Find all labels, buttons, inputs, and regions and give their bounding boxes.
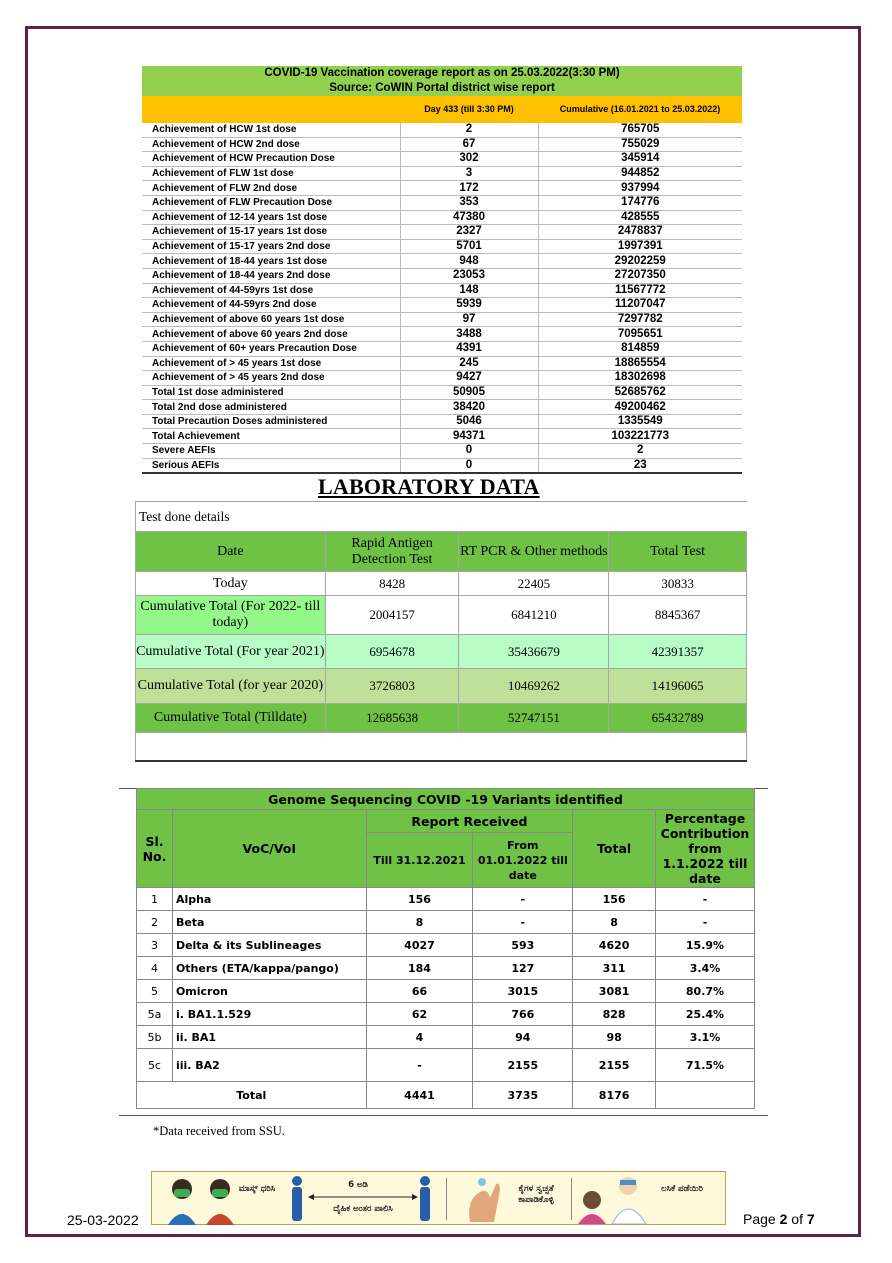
genome-total-value: 4620 [573,934,656,957]
genome-sl: 5 [137,980,173,1003]
vaccination-header-cumulative: Cumulative (16.01.2021 to 25.03.2022) [538,96,742,123]
lab-caption: Test done details [136,502,747,532]
lab-row [136,635,747,669]
banner-distance-caption: ದೈಹಿಕ ಅಂತರ ಪಾಲಿಸಿ [333,1204,393,1214]
genome-till-value: 4 [366,1026,473,1049]
vaccination-label: Total Achievement [142,429,400,444]
vaccination-cumulative-value: 765705 [538,123,742,137]
vaccination-day-value: 0 [400,444,538,459]
lab-table [135,501,747,762]
vaccination-day-value: 2327 [400,225,538,240]
lab-rat-value: 2004157 [325,596,459,635]
vaccination-row [142,298,742,313]
genome-from-value: 766 [473,1003,573,1026]
genome-from-value: 3015 [473,980,573,1003]
vaccination-row [142,152,742,167]
lab-row-label: Cumulative Total (For year 2021) [136,635,326,669]
lab-rat-value: 6954678 [325,635,459,669]
genome-percentage-value: 3.1% [656,1026,755,1049]
vaccination-cumulative-value: 23 [538,458,742,473]
genome-total-label: Total [137,1082,367,1109]
vaccination-cumulative-value: 103221773 [538,429,742,444]
genome-from-value: 593 [473,934,573,957]
genome-row [137,1026,755,1049]
genome-sl: 5a [137,1003,173,1026]
report-date: 25-03-2022 [67,1212,139,1228]
footnote: *Data received from SSU. [153,1124,285,1138]
banner-mask-text: ಮಾಸ್ಕ್ ಧರಿಸಿ [238,1184,276,1194]
vaccination-label: Achievement of > 45 years 2nd dose [142,371,400,386]
genome-row [137,1003,755,1026]
vaccination-label: Achievement of 15-17 years 1st dose [142,225,400,240]
vaccination-day-value: 353 [400,195,538,210]
vaccination-cumulative-value: 944852 [538,166,742,181]
genome-sl: 5b [137,1026,173,1049]
vaccination-row [142,444,742,459]
genome-header-till: Till 31.12.2021 [366,833,473,888]
vaccination-day-value: 50905 [400,385,538,400]
genome-row [137,957,755,980]
lab-rat-value: 3726803 [325,669,459,704]
vaccination-row [142,429,742,444]
genome-percentage-value: - [656,888,755,911]
person-left-icon [290,1175,304,1223]
genome-percentage-value: 15.9% [656,934,755,957]
vaccination-day-value: 47380 [400,210,538,225]
genome-sl: 3 [137,934,173,957]
vaccination-day-value: 9427 [400,371,538,386]
vaccination-cumulative-value: 2478837 [538,225,742,240]
vaccination-row [142,327,742,342]
genome-till-value: 156 [366,888,473,911]
vaccination-row [142,137,742,152]
genome-from-value: 2155 [473,1049,573,1082]
genome-total-percentage [656,1082,755,1109]
genome-sl: 2 [137,911,173,934]
lab-title: LABORATORY DATA [318,474,540,499]
genome-table [136,788,755,1109]
genome-sl: 4 [137,957,173,980]
vaccination-day-value: 4391 [400,341,538,356]
lab-rtpcr-value: 35436679 [459,635,609,669]
vaccination-label: Achievement of above 60 years 1st dose [142,312,400,327]
vaccination-cumulative-value: 7297782 [538,312,742,327]
genome-from-value: - [473,888,573,911]
person-right-icon [418,1175,432,1223]
vaccination-day-value: 67 [400,137,538,152]
genome-total-total: 8176 [573,1082,656,1109]
lab-total-value: 42391357 [609,635,747,669]
vaccination-row [142,312,742,327]
genome-total-value: 156 [573,888,656,911]
vaccination-table [142,66,742,474]
vaccination-cumulative-value: 18865554 [538,356,742,371]
genome-variant-name: Others (ETA/kappa/pango) [172,957,366,980]
lab-row-label: Cumulative Total (for year 2020) [136,669,326,704]
genome-total-value: 311 [573,957,656,980]
lab-header-rtpcr: RT PCR & Other methods [459,532,609,572]
genome-from-value: 94 [473,1026,573,1049]
distance-arrow-icon [308,1193,418,1201]
vaccination-label: Achievement of FLW 2nd dose [142,181,400,196]
vaccination-row [142,400,742,415]
vaccination-day-value: 0 [400,458,538,473]
vaccination-label: Achievement of 44-59yrs 2nd dose [142,298,400,313]
vaccination-row [142,210,742,225]
lab-divider [135,760,747,761]
lab-header-total: Total Test [609,532,747,572]
vaccination-label: Achievement of 12-14 years 1st dose [142,210,400,225]
genome-percentage-value: - [656,911,755,934]
vaccination-label: Severe AEFIs [142,444,400,459]
vaccination-source: Source: CoWIN Portal district wise report [142,81,742,96]
genome-variant-name: Alpha [172,888,366,911]
vaccination-day-value: 148 [400,283,538,298]
genome-till-value: 66 [366,980,473,1003]
lab-rtpcr-value: 10469262 [459,669,609,704]
genome-header-percentage: Percentage Contribution from 1.1.2022 till date [656,810,755,888]
vaccination-icon [576,1174,650,1224]
vaccination-day-value: 5046 [400,414,538,429]
genome-total-value: 828 [573,1003,656,1026]
lab-total-value: 8845367 [609,596,747,635]
vaccination-label: Achievement of 15-17 years 2nd dose [142,239,400,254]
lab-rtpcr-value: 6841210 [459,596,609,635]
vaccination-cumulative-value: 1997391 [538,239,742,254]
genome-row [137,980,755,1003]
vaccination-day-value: 245 [400,356,538,371]
vaccination-cumulative-value: 755029 [538,137,742,152]
genome-till-value: 184 [366,957,473,980]
genome-total-value: 2155 [573,1049,656,1082]
lab-row-label: Cumulative Total (For 2022- till today) [136,596,326,635]
genome-variant-name: Beta [172,911,366,934]
vaccination-day-value: 5701 [400,239,538,254]
lab-row [136,669,747,704]
genome-total-value: 3081 [573,980,656,1003]
banner-distance-value: 6 ಅಡಿ [348,1180,368,1190]
genome-till-value: 4027 [366,934,473,957]
vaccination-row [142,356,742,371]
vaccination-row [142,268,742,283]
genome-sl: 1 [137,888,173,911]
vaccination-label: Total Precaution Doses administered [142,414,400,429]
vaccination-header-day: Day 433 (till 3:30 PM) [400,96,538,123]
vaccination-day-value: 302 [400,152,538,167]
genome-from-value: 127 [473,957,573,980]
vaccination-day-value: 94371 [400,429,538,444]
vaccination-row [142,166,742,181]
lab-header-date: Date [136,532,326,572]
vaccination-label: Total 2nd dose administered [142,400,400,415]
vaccination-label: Achievement of FLW 1st dose [142,166,400,181]
vaccination-label: Achievement of above 60 years 2nd dose [142,327,400,342]
vaccination-cumulative-value: 29202259 [538,254,742,269]
genome-row [137,888,755,911]
vaccination-label: Achievement of HCW 2nd dose [142,137,400,152]
vaccination-day-value: 3488 [400,327,538,342]
vaccination-label: Achievement of FLW Precaution Dose [142,195,400,210]
vaccination-row [142,239,742,254]
vaccination-row [142,385,742,400]
genome-total-value: 8 [573,911,656,934]
vaccination-header-blank [142,96,400,123]
safety-banner [151,1171,726,1225]
genome-total-till: 4441 [366,1082,473,1109]
banner-hands-text: ಕೈಗಳ ಸ್ವಚ್ಛತೆ ಕಾಪಾಡಿಕೊಳ್ಳಿ [518,1184,554,1205]
vaccination-row [142,254,742,269]
vaccination-label: Serious AEFIs [142,458,400,473]
genome-till-value: - [366,1049,473,1082]
genome-percentage-value: 3.4% [656,957,755,980]
lab-rtpcr-value: 22405 [459,572,609,596]
genome-header-voc: VoC/VoI [172,810,366,888]
vaccination-cumulative-value: 814859 [538,341,742,356]
vaccination-label: Achievement of 18-44 years 1st dose [142,254,400,269]
vaccination-day-value: 38420 [400,400,538,415]
banner-divider-1 [446,1178,447,1220]
genome-bottom-rule [119,1115,768,1116]
genome-total-value: 98 [573,1026,656,1049]
vaccination-label: Achievement of HCW 1st dose [142,123,400,137]
vaccination-cumulative-value: 174776 [538,195,742,210]
lab-row-label: Today [136,572,326,596]
page-number-of: of [787,1211,807,1227]
lab-row [136,704,747,733]
vaccination-cumulative-value: 2 [538,444,742,459]
vaccination-row [142,458,742,473]
genome-percentage-value: 71.5% [656,1049,755,1082]
genome-row [137,911,755,934]
genome-total-from: 3735 [473,1082,573,1109]
vaccination-cumulative-value: 1335549 [538,414,742,429]
genome-till-value: 62 [366,1003,473,1026]
vaccination-label: Achievement of > 45 years 1st dose [142,356,400,371]
vaccination-day-value: 3 [400,166,538,181]
vaccination-day-value: 2 [400,123,538,137]
lab-row [136,572,747,596]
lab-row [136,596,747,635]
vaccination-label: Achievement of 44-59yrs 1st dose [142,283,400,298]
vaccination-cumulative-value: 11567772 [538,283,742,298]
vaccination-cumulative-value: 11207047 [538,298,742,313]
vaccination-label: Total 1st dose administered [142,385,400,400]
vaccination-day-value: 948 [400,254,538,269]
lab-rtpcr-value: 52747151 [459,704,609,733]
lab-total-value: 30833 [609,572,747,596]
vaccination-row [142,414,742,429]
genome-header-from: From 01.01.2022 till date [473,833,573,888]
page-number-current: 2 [779,1211,788,1227]
vaccination-cumulative-value: 49200462 [538,400,742,415]
vaccination-cumulative-value: 428555 [538,210,742,225]
vaccination-row [142,225,742,240]
genome-header-total: Total [573,810,656,888]
page-number-prefix: Page [743,1211,780,1227]
genome-header-sl: Sl. No. [137,810,173,888]
vaccination-label: Achievement of 60+ years Precaution Dose [142,341,400,356]
genome-variant-name: i. BA1.1.529 [172,1003,366,1026]
genome-variant-name: Delta & its Sublineages [172,934,366,957]
vaccination-label: Achievement of HCW Precaution Dose [142,152,400,167]
vaccination-row [142,371,742,386]
genome-from-value: - [473,911,573,934]
vaccination-cumulative-value: 937994 [538,181,742,196]
banner-divider-2 [571,1178,572,1220]
lab-total-value: 65432789 [609,704,747,733]
genome-till-value: 8 [366,911,473,934]
vaccination-cumulative-value: 18302698 [538,371,742,386]
lab-blank-row [136,733,747,762]
vaccination-cumulative-value: 52685762 [538,385,742,400]
lab-row-label: Cumulative Total (Tilldate) [136,704,326,733]
lab-rat-value: 8428 [325,572,459,596]
genome-title: Genome Sequencing COVID -19 Variants identified [137,789,755,810]
vaccination-day-value: 23053 [400,268,538,283]
lab-rat-value: 12685638 [325,704,459,733]
genome-variant-name: Omicron [172,980,366,1003]
page-number [743,1211,815,1227]
genome-percentage-value: 25.4% [656,1003,755,1026]
genome-row [137,934,755,957]
genome-variant-name: iii. BA2 [172,1049,366,1082]
banner-vaccine-text: ಲಸಿಕೆ ಪಡೆಯಿರಿ [661,1184,703,1194]
genome-header-report: Report Received [366,810,573,833]
lab-header-rat: Rapid Antigen Detection Test [325,532,459,572]
vaccination-label: Achievement of 18-44 years 2nd dose [142,268,400,283]
vaccination-cumulative-value: 7095651 [538,327,742,342]
lab-total-value: 14196065 [609,669,747,704]
vaccination-day-value: 5939 [400,298,538,313]
vaccination-row [142,283,742,298]
page-number-total: 7 [806,1211,815,1227]
genome-variant-name: ii. BA1 [172,1026,366,1049]
genome-sl: 5c [137,1049,173,1082]
vaccination-day-value: 172 [400,181,538,196]
hand-wash-icon [460,1174,508,1224]
lab-blank-cell [136,733,747,762]
genome-percentage-value: 80.7% [656,980,755,1003]
mask-people-icon [160,1173,252,1225]
vaccination-row [142,341,742,356]
vaccination-row [142,123,742,137]
vaccination-title: COVID-19 Vaccination coverage report as on 25.03.2022(3:30 PM) [142,66,742,81]
vaccination-row [142,181,742,196]
genome-total-row [137,1082,755,1109]
vaccination-cumulative-value: 345914 [538,152,742,167]
genome-row [137,1049,755,1082]
vaccination-cumulative-value: 27207350 [538,268,742,283]
vaccination-day-value: 97 [400,312,538,327]
vaccination-row [142,195,742,210]
